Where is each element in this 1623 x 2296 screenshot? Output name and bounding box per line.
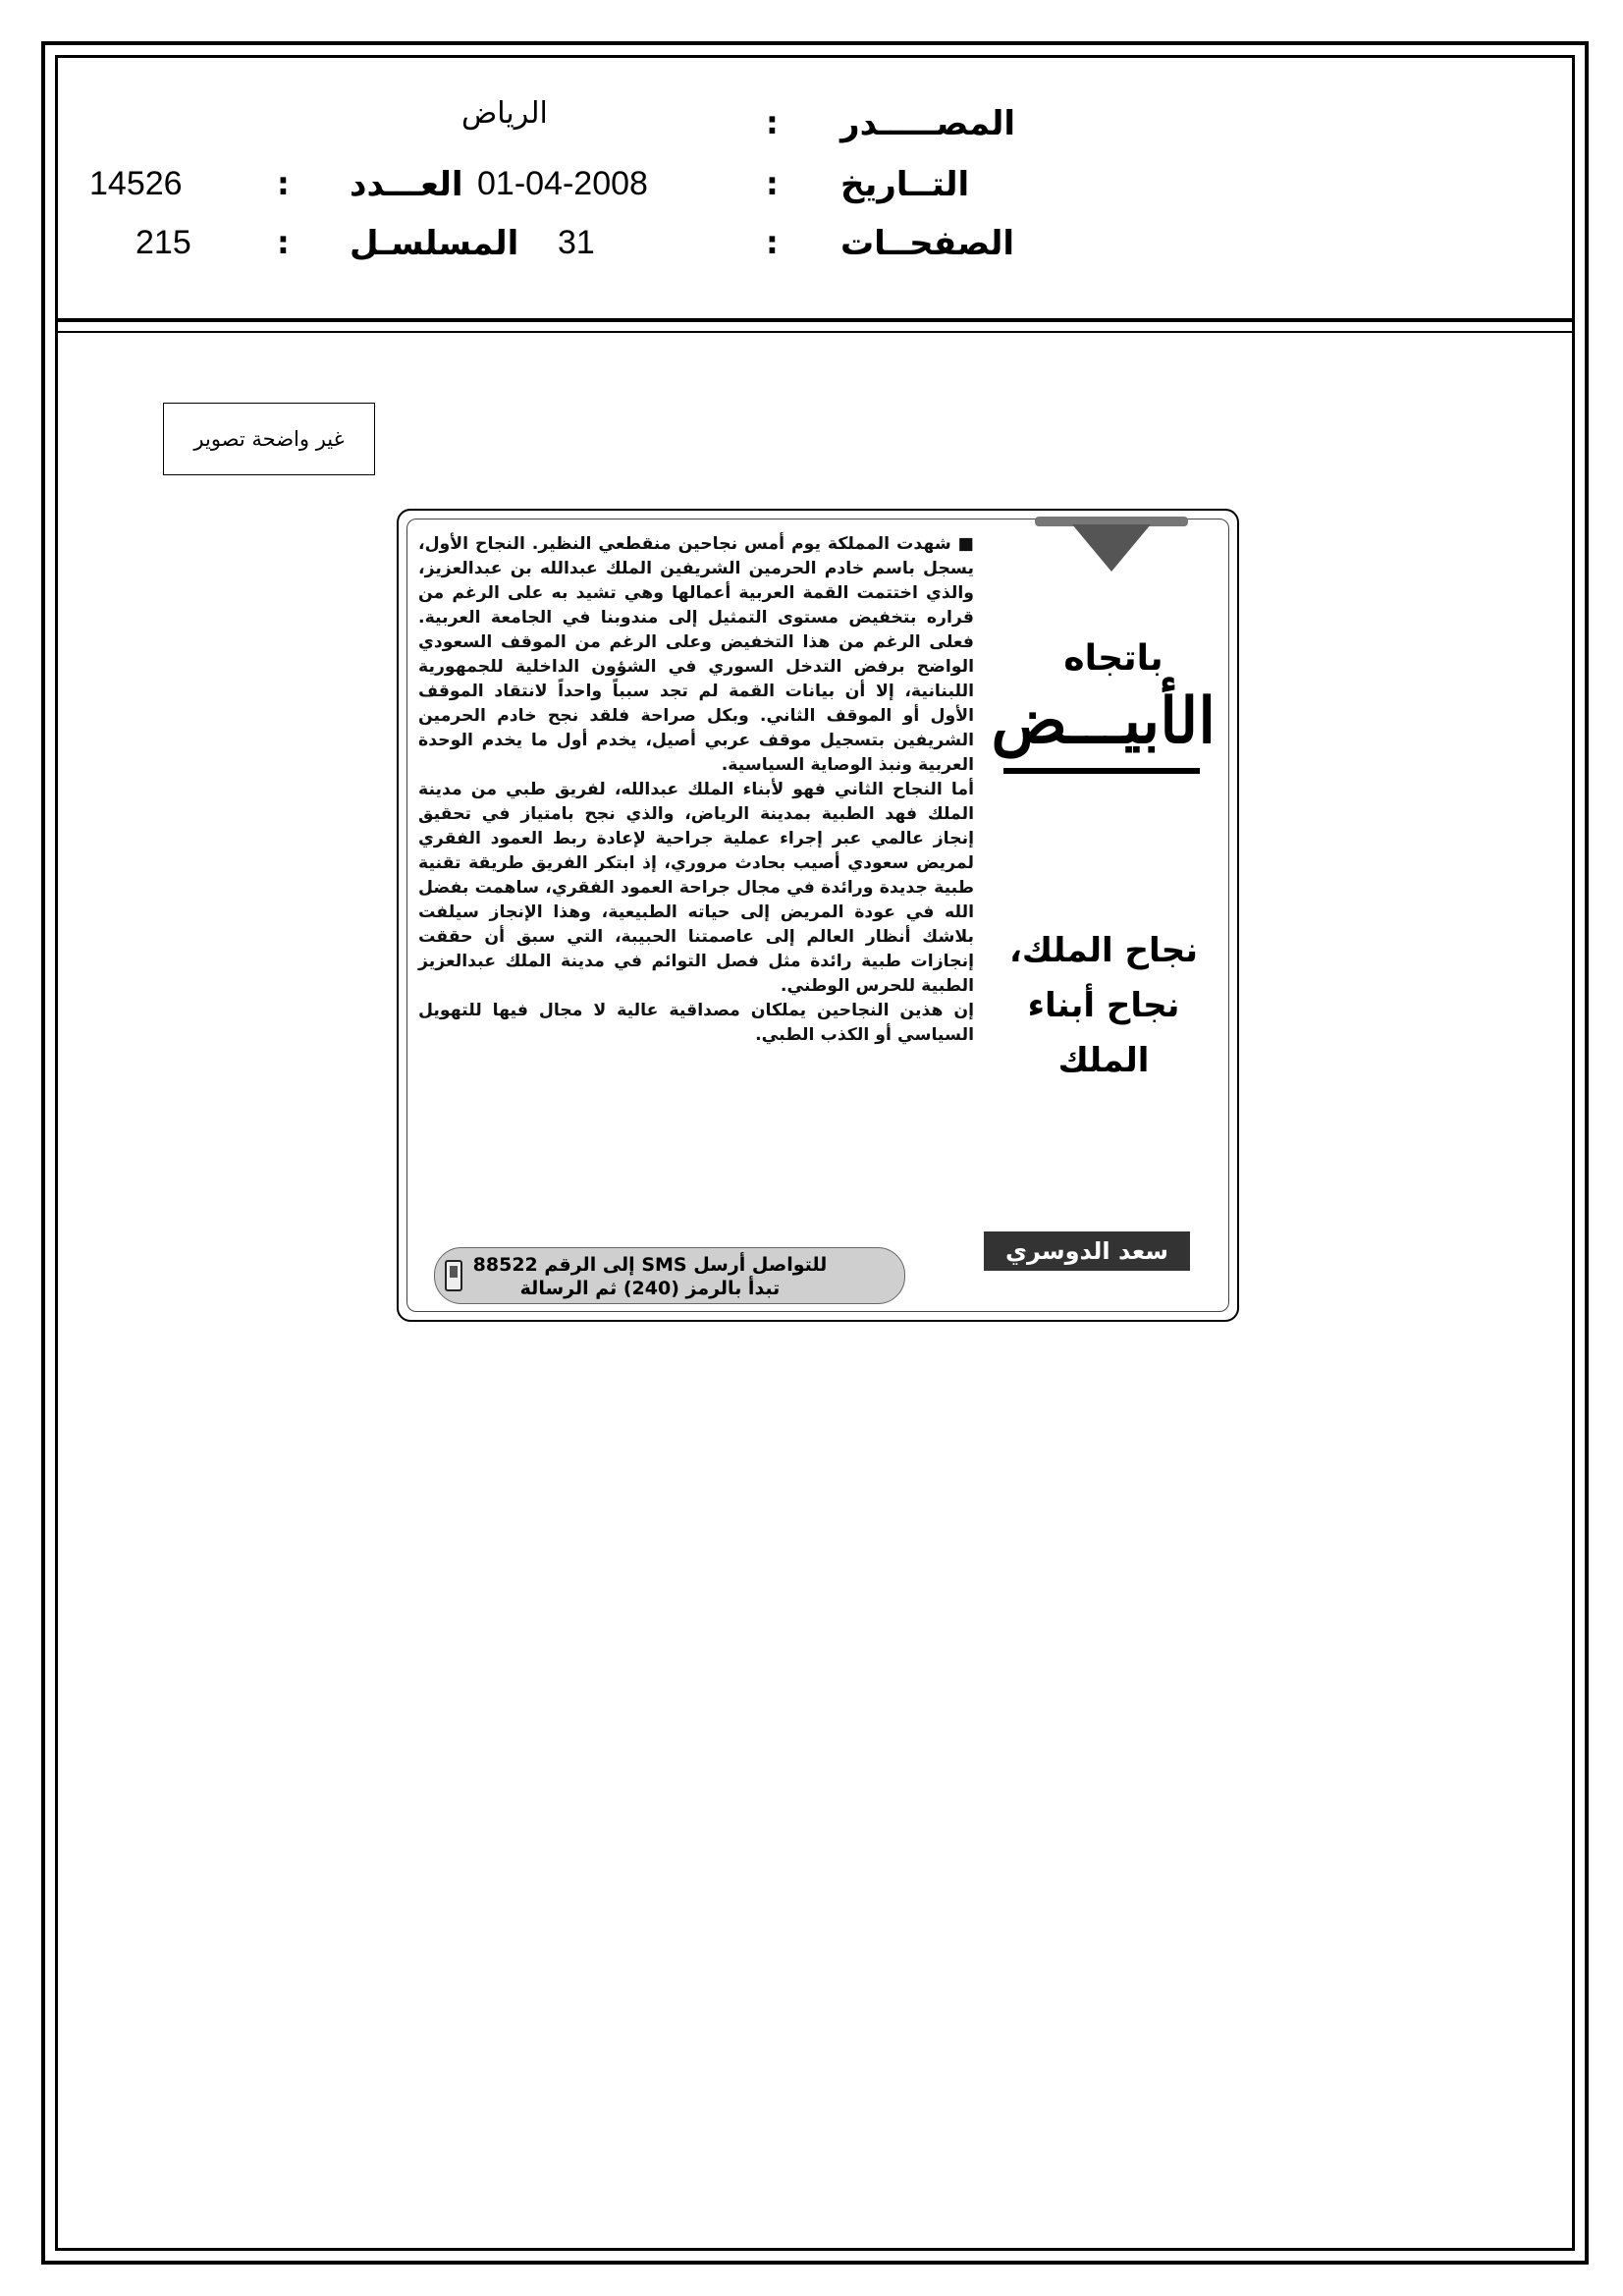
headline-line-2: نجاح أبناء الملك	[1027, 986, 1180, 1080]
column-name: الأبيـــض	[991, 684, 1216, 758]
date-label: التــاريخ	[840, 165, 970, 204]
mobile-phone-icon	[445, 1260, 462, 1291]
pages-colon: :	[766, 224, 779, 261]
header-divider	[55, 318, 1575, 322]
triangle-ornament-icon	[1072, 524, 1151, 572]
sms-contact-banner	[434, 1247, 905, 1304]
header-divider-thin	[55, 331, 1575, 333]
source-value: الرياض	[461, 96, 548, 131]
serial-value: 215	[135, 224, 191, 261]
headline-line-1: نجاح الملك،	[1008, 931, 1199, 970]
pages-label: الصفحــات	[840, 224, 1015, 263]
serial-colon: :	[277, 224, 290, 261]
article-body	[418, 532, 974, 1237]
source-colon: :	[766, 104, 779, 141]
column-sidebar	[974, 511, 1233, 1316]
column-kicker: باتجاه	[1063, 638, 1163, 679]
author-byline: سعد الدوسري	[984, 1231, 1190, 1271]
article-paragraph: إن هذين النجاحين يملكان مصداقية عالية لا مجال فيها للتهويل السياسي أو الكذب الطبي.	[418, 1001, 974, 1045]
article-paragraph: ■ شهدت المملكة يوم أمس نجاحين منقطعي النظير. النجاح الأول، يسجل باسم خادم الحرمين الشريفين الملك عبدالله بن عبدالعزيز، والذي اختتمت القمة العربية أعمالها وهي تشيد به على الرغم من قراره بتخفيض مستوى التمثيل إلى مندوبنا في الجامعة العربية. فعلى الرغم من هذا التخفيض وعلى الرغم من الموقف السعودي الواضح برفض التدخل السوري في الشؤون الداخلية للجمهورية اللبنانية، إلا أن بيانات القمة لم تجد سبباً واحداً لانتقاد الموقف الأول أو الموقف الثاني. وبكل صراحة فلقد نجح خادم الحرمين الشريفين بتسجيل موقف عربي أصيل، يخدم أول ما يخدم الوحدة العربية ونبذ الوصاية السياسية.	[418, 534, 974, 775]
issue-colon: :	[277, 165, 290, 202]
issue-value: 14526	[89, 165, 183, 202]
newspaper-clipping	[397, 509, 1239, 1322]
column-title-underline	[1003, 768, 1200, 774]
article-paragraph: أما النجاح الثاني فهو لأبناء الملك عبدالله، لفريق طبي من مدينة الملك فهد الطبية بمدينة الرياض، والذي نجح بامتياز في تحقيق إنجاز عالمي عبر إجراء عملية جراحية لإعادة ربط العمود الفقري لمريض سعودي أصيب بحادث مروري، إذ ابتكر الفريق طريقة تقنية طبية جديدة ورائدة في مجال جراحة العمود الفقري، ساهمت بفضل الله في عودة المريض إلى حياته الطبيعية، وهذا الإنجاز سيلفت بلاشك أنظار العالم إلى عاصمتنا الحبيبة، التي سبق أن حققت إنجازات طبية رائدة مثل فصل التوائم في مدينة الملك عبدالعزيز الطبية للحرس الوطني.	[418, 780, 974, 996]
sms-line-1: للتواصل أرسل SMS إلى الرقم 88522	[472, 1254, 828, 1276]
serial-label: المسلسـل	[350, 224, 519, 263]
date-value: 01-04-2008	[477, 165, 648, 202]
article-headline	[984, 923, 1223, 1088]
metadata-header	[55, 55, 1575, 318]
source-label: المصـــــدر	[840, 104, 1016, 143]
pages-value: 31	[558, 224, 595, 261]
sms-line-2: تبدأ بالرمز (240) ثم الرسالة	[519, 1278, 781, 1299]
issue-label: العـــدد	[350, 165, 463, 204]
date-colon: :	[766, 165, 779, 202]
unclear-image-note: غير واضحة تصوير	[163, 403, 375, 475]
